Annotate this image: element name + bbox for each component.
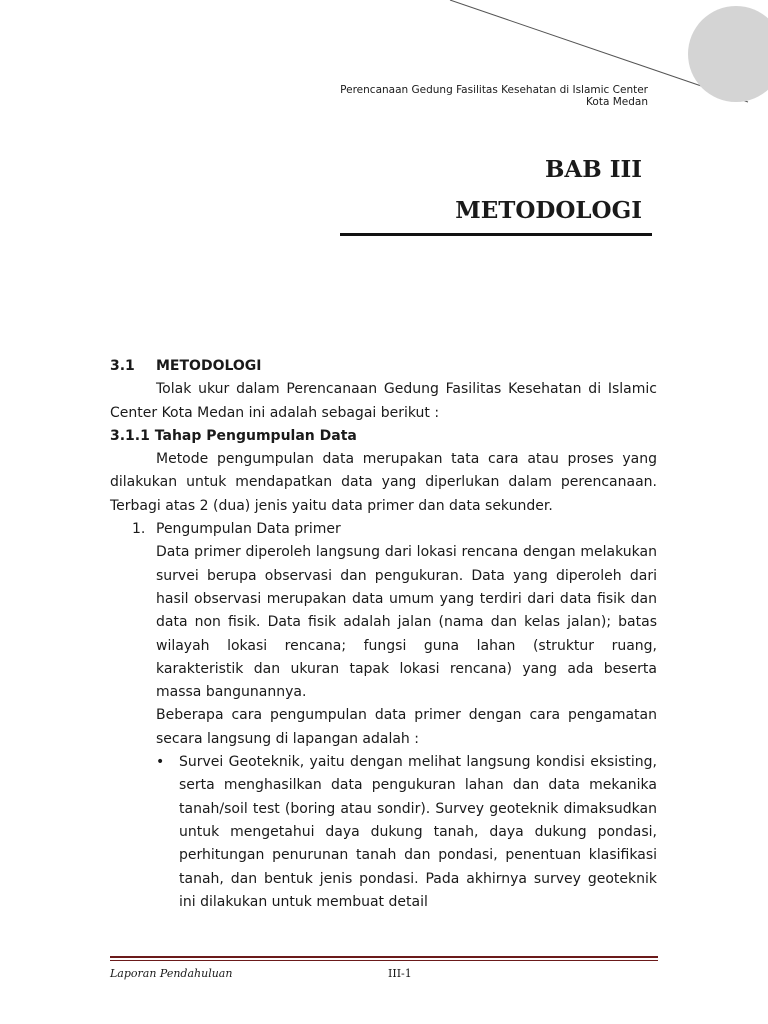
section-number: 3.1 — [110, 358, 135, 374]
document-body — [110, 355, 657, 914]
header-line-2: Kota Medan — [586, 96, 648, 108]
footer-rule-thin — [110, 960, 658, 961]
chapter-title-underline — [340, 233, 652, 236]
page-number: III-1 — [388, 967, 412, 980]
subsection-title: Tahap Pengumpulan Data — [154, 427, 357, 444]
list-item-paragraph: Beberapa cara pengumpulan data primer dengan cara pengamatan secara langsung di lapangan adalah : — [156, 707, 657, 747]
footer-report-name: Laporan Pendahuluan — [110, 967, 233, 980]
section-heading — [110, 355, 657, 378]
section-intro-paragraph: Tolak ukur dalam Perencanaan Gedung Fasilitas Kesehatan di Islamic Center Kota Medan ini adalah sebagai berikut : — [110, 381, 657, 421]
bullet-icon: • — [156, 754, 165, 771]
list-item — [132, 518, 657, 541]
subsection-number: 3.1.1 — [110, 427, 150, 444]
chapter-title: METODOLOGI — [455, 197, 642, 224]
subsection-heading — [110, 425, 657, 448]
bullet-item — [156, 751, 657, 914]
list-item-number: 1. — [132, 521, 146, 538]
chapter-number: BAB III — [544, 156, 642, 183]
running-header — [248, 84, 648, 108]
footer-rule — [110, 956, 658, 958]
list-item-title: Pengumpulan Data primer — [156, 521, 341, 538]
bullet-text: Survei Geoteknik, yaitu dengan melihat langsung kondisi eksisting, serta menghasilkan data pengukuran lahan dan data mekanika tanah/soil test (boring atau sondir). Survey geoteknik dimaksudkan untuk mengetahui daya dukung tanah, daya dukung pondasi, perhitungan penurunan tanah dan pondasi, penentuan klasifikasi tanah, dan bentuk jenis pondasi. Pada akhirnya survey geoteknik ini dilakukan untuk membuat detail — [179, 754, 657, 910]
subsection-paragraph: Metode pengumpulan data merupakan tata cara atau proses yang dilakukan untuk mendapatkan data yang diperlukan dalam perencanaan. Terbagi atas 2 (dua) jenis yaitu data primer dan data sekunder. — [110, 451, 657, 514]
section-title: METODOLOGI — [156, 358, 262, 374]
list-item-paragraph: Data primer diperoleh langsung dari lokasi rencana dengan melakukan survei berupa observasi dan pengukuran. Data yang diperoleh dari hasil observasi merupakan data umum yang terdiri dari data fisik dan data non fisik. Data fisik adalah jalan (nama dan kelas jalan); batas wilayah lokasi rencana; fungsi guna lahan (struktur ruang, karakteristik dan ukuran tapak lokasi rencana) yang ada beserta massa bangunannya. — [156, 544, 657, 701]
header-line-1: Perencanaan Gedung Fasilitas Kesehatan di Islamic Center — [340, 84, 648, 96]
